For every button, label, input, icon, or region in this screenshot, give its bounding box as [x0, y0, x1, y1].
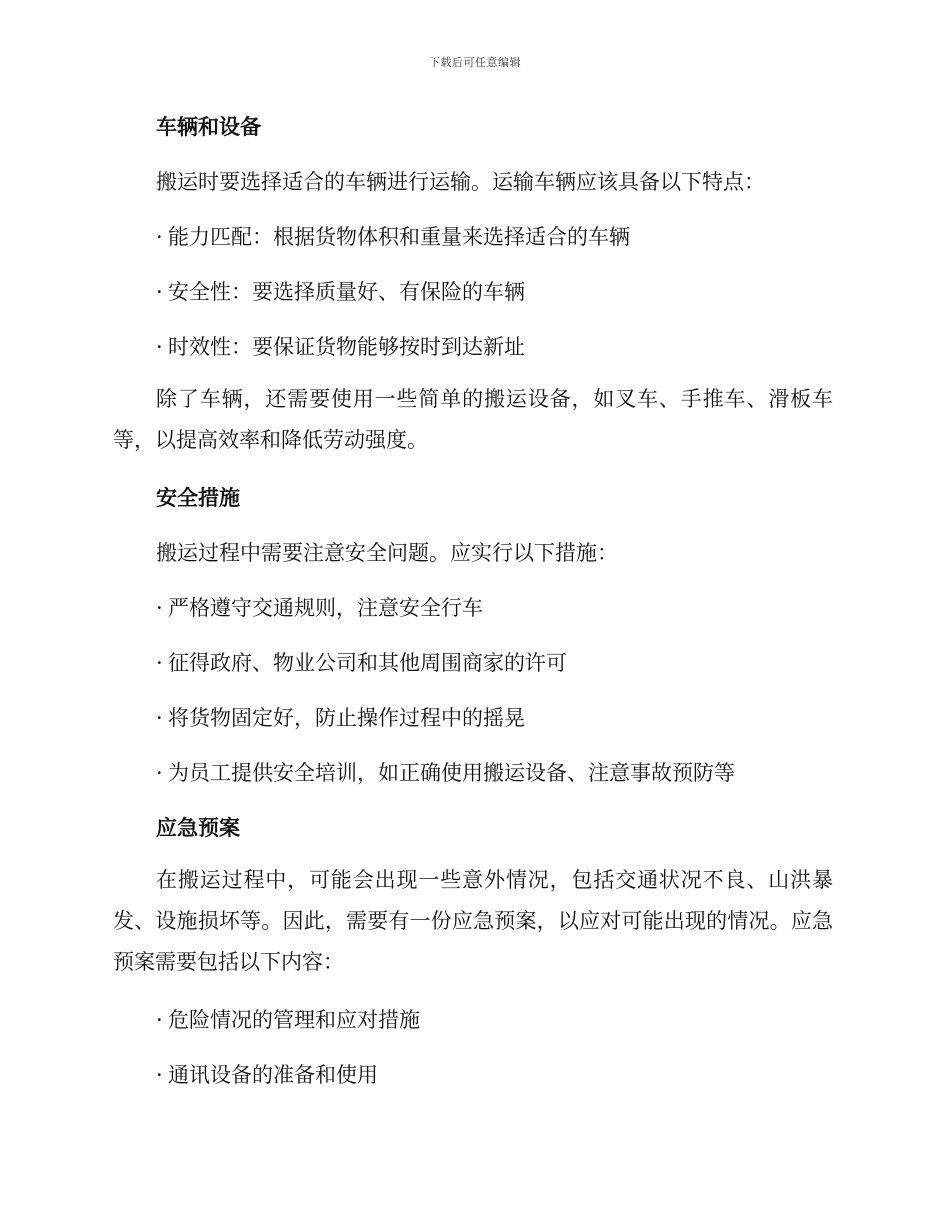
page-header: 下载后可任意编辑: [429, 56, 521, 69]
list-item-text: 通讯设备的准备和使用: [168, 1063, 378, 1087]
section-intro-safety: 搬运过程中需要注意安全问题。应实行以下措施：: [156, 541, 618, 565]
document-body: [113, 104, 833, 1107]
list-item-text: 征得政府、物业公司和其他周围商家的许可: [168, 651, 567, 675]
list-item: [113, 269, 833, 315]
bullet-dot: ·: [156, 335, 163, 359]
bullet-dot: ·: [156, 1008, 163, 1032]
section-title-safety: 安全措施: [156, 485, 240, 510]
section-intro-emergency: 在搬运过程中，可能会出现一些意外情况，包括交通状况不良、山洪暴发、设施损坏等。因此，需要有一份应急预案，以应对可能出现的情况。应急预案需要包括以下内容：: [113, 868, 833, 974]
section-note-vehicles: 除了车辆，还需要使用一些简单的搬运设备，如叉车、手推车、滑板车等，以提高效率和降低劳动强度。: [113, 387, 833, 452]
bullet-dot: ·: [156, 225, 163, 249]
bullet-dot: ·: [156, 1063, 163, 1087]
list-item: [113, 640, 833, 686]
bullet-dot: ·: [156, 761, 163, 785]
bullet-dot: ·: [156, 706, 163, 730]
list-item-text: 为员工提供安全培训，如正确使用搬运设备、注意事故预防等: [168, 761, 735, 785]
bullet-dot: ·: [156, 280, 163, 304]
list-item: [113, 585, 833, 631]
section-title-vehicles: 车辆和设备: [156, 114, 261, 139]
list-item-text: 危险情况的管理和应对措施: [168, 1008, 420, 1032]
bullet-dot: ·: [156, 596, 163, 620]
list-item: [113, 1052, 833, 1098]
list-item-text: 将货物固定好，防止操作过程中的摇晃: [168, 706, 525, 730]
list-item-text: 能力匹配：根据货物体积和重量来选择适合的车辆: [168, 225, 630, 249]
list-item-text: 时效性：要保证货物能够按时到达新址: [168, 335, 525, 359]
list-item: [113, 997, 833, 1043]
list-item: [113, 695, 833, 741]
list-item: [113, 324, 833, 370]
list-item-text: 安全性：要选择质量好、有保险的车辆: [168, 280, 525, 304]
section-title-emergency: 应急预案: [156, 815, 240, 840]
bullet-dot: ·: [156, 651, 163, 675]
list-item-text: 严格遵守交通规则，注意安全行车: [168, 596, 483, 620]
section-intro-vehicles: 搬运时要选择适合的车辆进行运输。运输车辆应该具备以下特点：: [156, 170, 765, 194]
list-item: [113, 214, 833, 260]
list-item: [113, 750, 833, 796]
